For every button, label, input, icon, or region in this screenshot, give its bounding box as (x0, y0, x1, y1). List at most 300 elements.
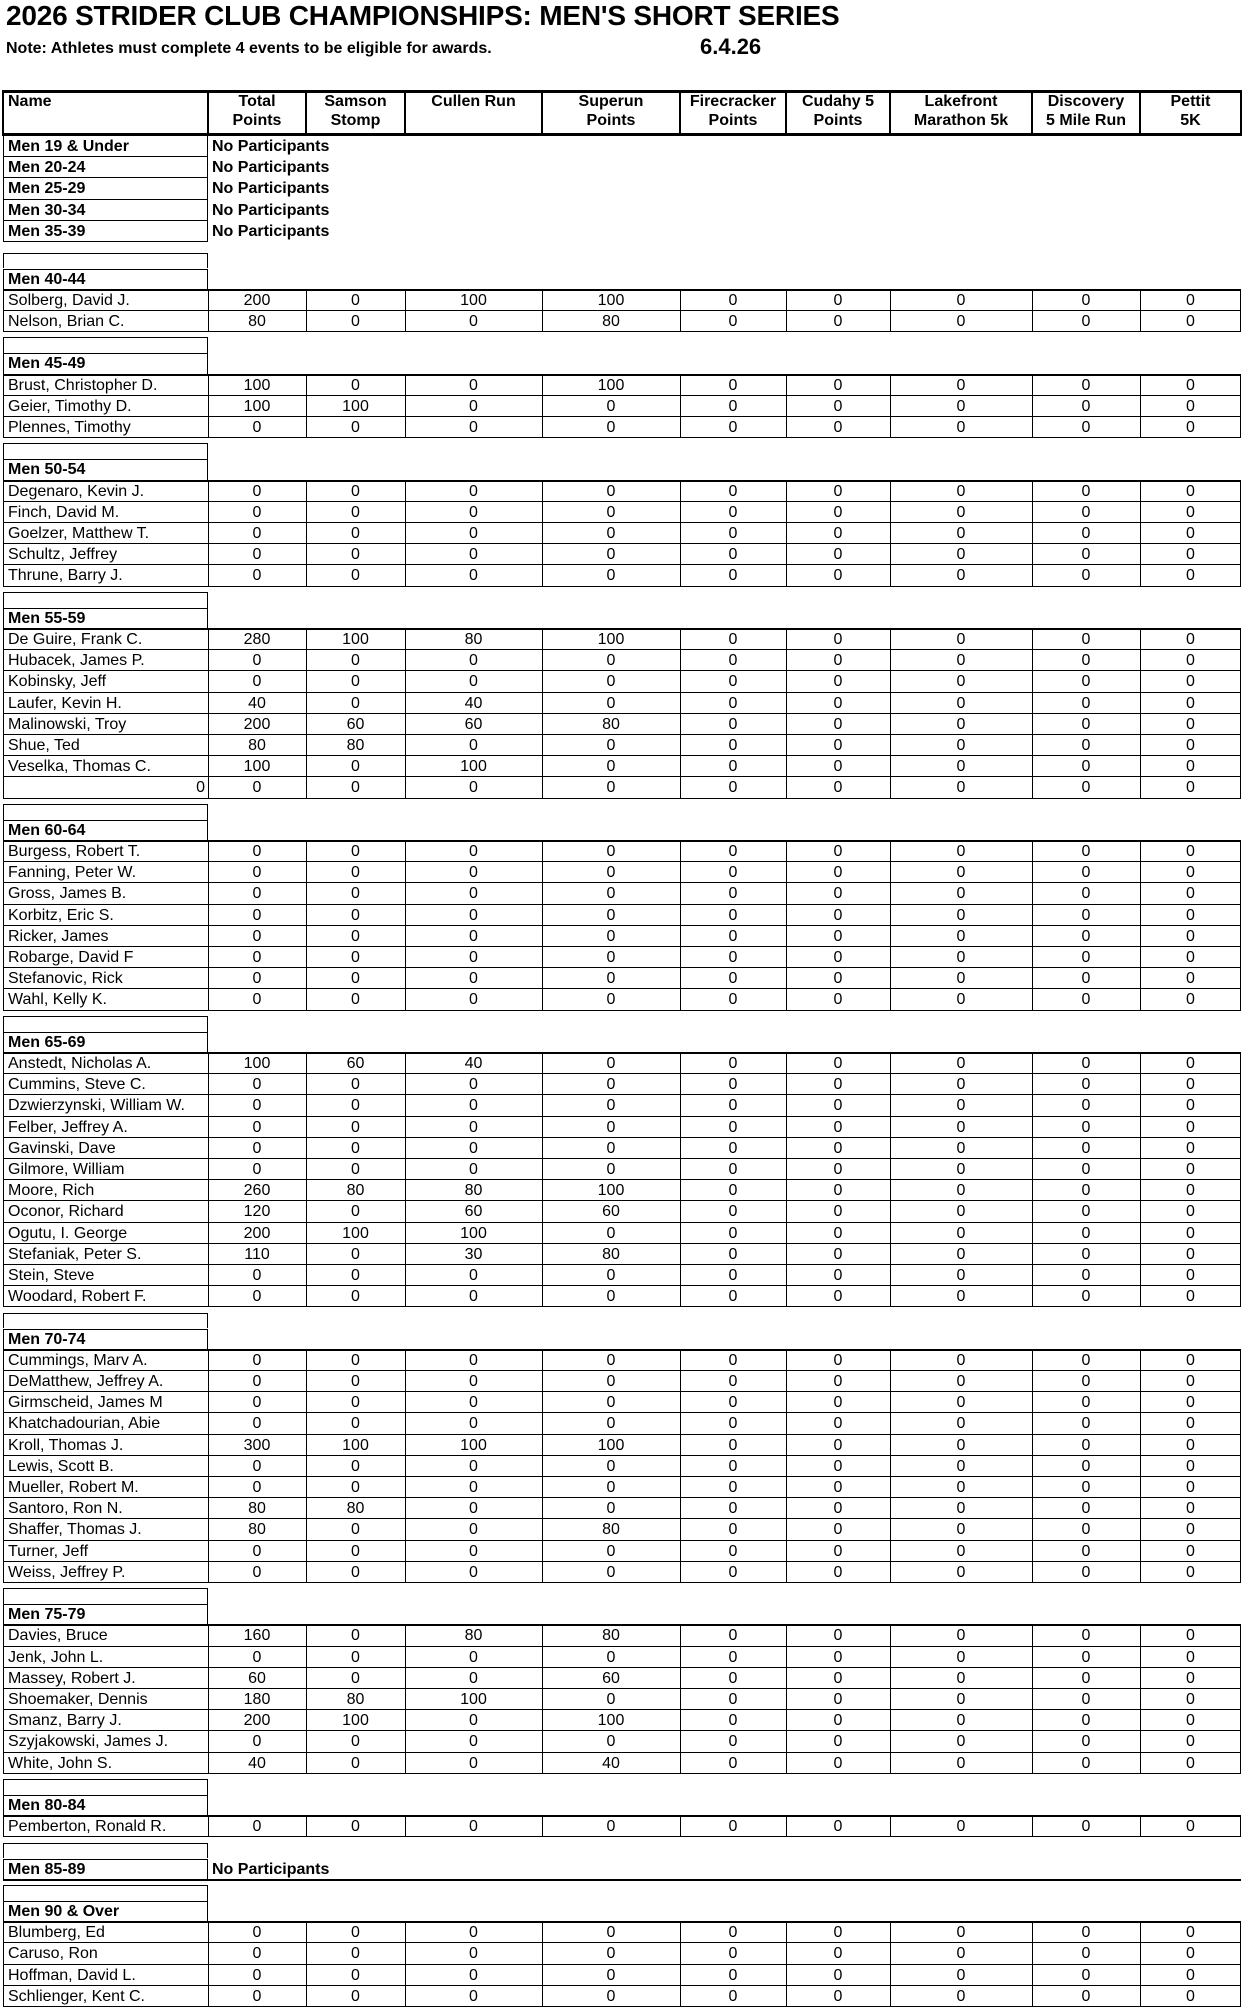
event-points-cell: 0 (1186, 546, 1195, 564)
event-points-cell: 0 (833, 1160, 843, 1178)
column-rule (680, 841, 681, 1011)
total-points-cell: 0 (252, 1563, 262, 1581)
event-points-cell: 0 (1081, 864, 1091, 882)
report-date: 6.4.26 (700, 34, 762, 59)
athlete-name: Stefaniak, Peter S. (8, 1245, 142, 1263)
event-points-cell: 0 (606, 673, 616, 691)
event-points-cell: 0 (351, 1097, 360, 1115)
event-points-cell: 0 (606, 1966, 616, 1984)
event-points-cell: 0 (833, 779, 843, 797)
event-points-cell: 0 (1186, 1966, 1195, 1984)
row-rule (3, 353, 4, 374)
event-points-cell: 0 (728, 1054, 738, 1072)
event-points-cell: 100 (597, 1712, 625, 1730)
event-points-cell: 0 (606, 1097, 616, 1115)
event-points-cell: 0 (728, 885, 738, 903)
column-rule (3, 481, 4, 587)
event-points-cell: 0 (833, 1266, 843, 1284)
event-points-cell: 0 (956, 1436, 966, 1454)
column-rule (306, 1053, 307, 1307)
event-points-cell: 0 (1186, 1818, 1195, 1836)
total-points-cell: 120 (243, 1203, 271, 1221)
column-rule (786, 290, 787, 332)
event-points-cell: 0 (833, 524, 843, 542)
column-rule (1140, 481, 1141, 587)
event-points-cell: 0 (833, 1457, 843, 1475)
event-points-cell: 0 (833, 1288, 843, 1306)
athlete-name: Jenk, John L. (8, 1648, 104, 1666)
event-points-cell: 0 (833, 1945, 843, 1963)
event-points-cell: 0 (351, 1139, 360, 1157)
athlete-name: Cummings, Marv A. (8, 1351, 148, 1369)
row-rule (3, 1561, 1241, 1562)
event-points-cell: 0 (469, 1945, 478, 1963)
column-rule (680, 1625, 681, 1773)
column-rule (1032, 290, 1033, 332)
event-points-cell: 0 (1081, 291, 1091, 309)
event-points-cell: 0 (1186, 1457, 1195, 1475)
row-rule (207, 200, 208, 221)
row-rule (3, 1985, 1241, 1986)
event-points-cell: 0 (833, 567, 843, 585)
page-title: 2026 STRIDER CLUB CHAMPIONSHIPS: MEN'S SHORT SERIES (6, 0, 840, 31)
row-rule (3, 1518, 1241, 1519)
event-points-cell: 0 (606, 864, 616, 882)
event-points-cell: 0 (1186, 694, 1195, 712)
event-points-cell: 0 (469, 1521, 478, 1539)
event-points-cell: 0 (606, 652, 616, 670)
event-points-cell: 0 (606, 842, 616, 860)
event-points-cell: 0 (469, 906, 478, 924)
event-points-cell: 0 (956, 715, 966, 733)
row-rule (207, 820, 208, 841)
eligibility-note: Note: Athletes must complete 4 events to be eligible for awards. (6, 40, 492, 57)
total-points-cell: 0 (252, 991, 262, 1009)
column-rule (208, 841, 209, 1011)
event-points-cell: 0 (606, 1818, 616, 1836)
column-rule (786, 481, 787, 587)
event-points-cell: 0 (833, 1521, 843, 1539)
event-points-cell: 60 (602, 1669, 620, 1687)
event-points-cell: 0 (833, 1394, 843, 1412)
column-rule (3, 290, 4, 332)
event-points-cell: 0 (956, 1372, 966, 1390)
row-rule (207, 178, 208, 199)
row-rule (3, 820, 4, 841)
column-header-line1: Cullen Run (431, 93, 516, 110)
event-points-cell: 0 (1081, 1054, 1091, 1072)
total-points-cell: 0 (252, 927, 262, 945)
event-points-cell: 0 (1081, 1097, 1091, 1115)
event-points-cell: 0 (1081, 1436, 1091, 1454)
athlete-name: Shoemaker, Dennis (8, 1690, 148, 1708)
event-points-cell: 0 (1081, 1118, 1091, 1136)
event-points-cell: 0 (1081, 546, 1091, 564)
total-points-cell: 0 (252, 1818, 262, 1836)
event-points-cell: 100 (342, 1224, 369, 1242)
event-points-cell: 0 (606, 1415, 616, 1433)
event-points-cell: 0 (1186, 991, 1195, 1009)
column-header-line2: Points (232, 112, 282, 129)
column-rule (680, 1350, 681, 1583)
total-points-cell: 80 (248, 1500, 266, 1518)
event-points-cell: 0 (351, 1966, 360, 1984)
event-points-cell: 0 (351, 1351, 360, 1369)
event-points-cell: 0 (351, 885, 360, 903)
event-points-cell: 0 (351, 694, 360, 712)
event-points-cell: 0 (1186, 1478, 1195, 1496)
athlete-name: Finch, David M. (8, 503, 120, 521)
row-rule (3, 1243, 1241, 1244)
event-points-cell: 0 (1186, 1054, 1195, 1072)
event-points-cell: 0 (956, 1712, 966, 1730)
event-points-cell: 0 (1186, 1754, 1195, 1772)
event-points-cell: 0 (606, 991, 616, 1009)
column-rule (680, 290, 681, 332)
row-rule (207, 337, 208, 353)
event-points-cell: 0 (728, 1245, 738, 1263)
row-rule (3, 1942, 1241, 1943)
athlete-name: Degenaro, Kevin J. (8, 482, 145, 500)
event-points-cell: 0 (469, 1966, 478, 1984)
event-points-cell: 0 (351, 1118, 360, 1136)
column-header-line1: Samson (324, 93, 387, 110)
age-group-label: Men 19 & Under (8, 138, 129, 155)
event-points-cell: 0 (1186, 1500, 1195, 1518)
column-rule (1032, 841, 1033, 1011)
event-points-cell: 0 (351, 864, 360, 882)
total-points-cell: 0 (252, 546, 262, 564)
event-points-cell: 0 (1186, 1648, 1195, 1666)
column-header-line2: Stomp (330, 112, 381, 129)
event-points-cell: 0 (833, 715, 843, 733)
event-points-cell: 0 (1081, 1245, 1091, 1263)
event-points-cell: 0 (1186, 1394, 1195, 1412)
event-points-cell: 0 (469, 1500, 478, 1518)
event-points-cell: 0 (1081, 567, 1091, 585)
athlete-name: 0 (196, 779, 205, 797)
event-points-cell: 0 (956, 1627, 966, 1645)
event-points-cell: 0 (1081, 758, 1091, 776)
column-rule (208, 1625, 209, 1773)
event-points-cell: 0 (351, 524, 360, 542)
row-rule (207, 157, 208, 178)
event-points-cell: 0 (351, 1754, 360, 1772)
event-points-cell: 0 (833, 1987, 843, 2005)
event-points-cell: 0 (956, 1690, 966, 1708)
age-group-label: Men 45-49 (8, 355, 86, 373)
row-rule (3, 1200, 1241, 1201)
column-rule (680, 629, 681, 799)
event-points-cell: 0 (728, 1097, 738, 1115)
age-group-label: Men 55-59 (8, 609, 86, 627)
age-group-label: Men 75-79 (8, 1606, 86, 1624)
event-points-cell: 0 (956, 1139, 966, 1157)
total-points-cell: 80 (248, 312, 266, 330)
column-rule (542, 841, 543, 1011)
athlete-name: Shue, Ted (8, 736, 80, 754)
row-rule (3, 200, 4, 221)
event-points-cell: 0 (1186, 1076, 1195, 1094)
event-points-cell: 0 (728, 482, 738, 500)
event-points-cell: 0 (956, 1457, 966, 1475)
total-points-cell: 0 (252, 1266, 262, 1284)
column-rule (306, 290, 307, 332)
event-points-cell: 0 (1081, 1966, 1091, 1984)
row-rule (3, 221, 4, 242)
age-group-label: Men 20-24 (8, 159, 86, 177)
athlete-name: Korbitz, Eric S. (8, 906, 114, 924)
athlete-name: Smanz, Barry J. (8, 1712, 122, 1730)
event-points-cell: 0 (351, 1563, 360, 1581)
event-points-cell: 80 (346, 1690, 365, 1708)
row-rule (3, 416, 1241, 417)
row-rule (3, 1540, 1241, 1541)
event-points-cell: 0 (1081, 1754, 1091, 1772)
event-points-cell: 0 (1186, 1436, 1195, 1454)
event-points-cell: 0 (833, 1542, 843, 1560)
athlete-name: Turner, Jeff (8, 1542, 89, 1560)
row-rule (207, 608, 208, 629)
event-points-cell: 0 (833, 906, 843, 924)
event-points-cell: 0 (833, 291, 843, 309)
event-points-cell: 0 (956, 1076, 966, 1094)
total-points-cell: 0 (252, 524, 262, 542)
event-points-cell: 0 (956, 1500, 966, 1518)
event-points-cell: 0 (728, 715, 738, 733)
total-points-cell: 0 (252, 1372, 262, 1390)
event-points-cell: 0 (728, 1478, 738, 1496)
event-points-cell: 0 (1081, 1372, 1091, 1390)
event-points-cell: 40 (464, 1054, 483, 1072)
event-points-cell: 0 (728, 1987, 738, 2005)
no-participants-label: No Participants (212, 180, 330, 198)
event-points-cell: 0 (469, 482, 478, 500)
event-points-cell: 0 (1081, 927, 1091, 945)
event-points-cell: 0 (1081, 1690, 1091, 1708)
event-points-cell: 0 (833, 312, 843, 330)
row-rule (3, 1016, 208, 1017)
event-points-cell: 0 (1081, 312, 1091, 330)
event-points-cell: 0 (728, 1733, 738, 1751)
row-rule (3, 241, 208, 242)
event-points-cell: 0 (728, 694, 738, 712)
column-rule (680, 481, 681, 587)
event-points-cell: 0 (956, 1245, 966, 1263)
no-participants-label: No Participants (212, 159, 330, 177)
event-points-cell: 0 (728, 1563, 738, 1581)
event-points-cell: 0 (728, 1436, 738, 1454)
event-points-cell: 0 (1186, 1945, 1195, 1963)
event-points-cell: 0 (469, 652, 478, 670)
event-points-cell: 0 (833, 1648, 843, 1666)
event-points-cell: 0 (1186, 906, 1195, 924)
athlete-name: Hubacek, James P. (8, 652, 145, 670)
event-points-cell: 0 (833, 694, 843, 712)
event-points-cell: 0 (833, 842, 843, 860)
event-points-cell: 0 (606, 1924, 616, 1942)
event-points-cell: 0 (1186, 1415, 1195, 1433)
athlete-name: Robarge, David F (8, 948, 134, 966)
event-points-cell: 0 (956, 885, 966, 903)
total-points-cell: 0 (252, 1542, 262, 1560)
row-rule (3, 220, 208, 221)
event-points-cell: 0 (1081, 1712, 1091, 1730)
athlete-name: Veselka, Thomas C. (8, 758, 151, 776)
athlete-name: Caruso, Ron (8, 1945, 98, 1963)
row-rule (3, 592, 4, 608)
event-points-cell: 0 (1186, 1224, 1195, 1242)
row-rule (3, 1455, 1241, 1456)
column-rule (306, 1350, 307, 1583)
event-points-cell: 0 (1186, 1521, 1195, 1539)
athlete-name: Thrune, Barry J. (8, 567, 123, 585)
column-rule (542, 1053, 543, 1307)
row-rule (3, 1094, 1241, 1095)
event-points-cell: 0 (728, 503, 738, 521)
event-points-cell: 0 (728, 1924, 738, 1942)
event-points-cell: 0 (833, 1351, 843, 1369)
column-rule (1240, 629, 1241, 799)
event-points-cell: 0 (956, 1351, 966, 1369)
column-rule (1140, 290, 1141, 332)
column-rule (208, 1053, 209, 1307)
event-points-cell: 0 (728, 1669, 738, 1687)
row-rule (3, 967, 1241, 968)
column-rule (1140, 841, 1141, 1011)
event-points-cell: 0 (606, 1648, 616, 1666)
row-rule (207, 804, 208, 820)
column-header (405, 92, 542, 132)
event-points-cell: 0 (351, 1627, 360, 1645)
age-group-label: Men 80-84 (8, 1796, 86, 1814)
event-points-cell: 0 (351, 1076, 360, 1094)
total-points-cell: 0 (252, 885, 262, 903)
athlete-name: Dzwierzynski, William W. (8, 1097, 185, 1115)
row-rule (3, 395, 1241, 396)
age-group-label: Men 50-54 (8, 461, 86, 479)
column-rule (1140, 1053, 1141, 1307)
column-rule (1032, 1922, 1033, 2007)
event-points-cell: 100 (342, 1436, 369, 1454)
column-header-line2: Points (708, 112, 758, 129)
event-points-cell: 0 (1081, 630, 1091, 648)
event-points-cell: 0 (1081, 1521, 1091, 1539)
row-rule (3, 522, 1241, 523)
column-rule (890, 1053, 891, 1307)
event-points-cell: 0 (351, 779, 360, 797)
event-points-cell: 0 (1186, 1733, 1195, 1751)
row-rule (3, 1264, 1241, 1265)
event-points-cell: 80 (464, 630, 483, 648)
event-points-cell: 0 (728, 524, 738, 542)
row-rule (3, 1773, 1241, 1774)
athlete-name: Schlienger, Kent C. (8, 1987, 145, 2005)
column-rule (786, 1625, 787, 1773)
event-points-cell: 100 (597, 291, 625, 309)
row-rule (3, 337, 4, 353)
event-points-cell: 0 (728, 1500, 738, 1518)
event-points-cell: 0 (606, 503, 616, 521)
event-points-cell: 0 (956, 694, 966, 712)
event-points-cell: 0 (351, 927, 360, 945)
event-points-cell: 0 (728, 948, 738, 966)
event-points-cell: 0 (833, 1478, 843, 1496)
row-rule (3, 670, 1241, 671)
event-points-cell: 0 (469, 1818, 478, 1836)
event-points-cell: 0 (1186, 1712, 1195, 1730)
event-points-cell: 0 (1081, 1266, 1091, 1284)
event-points-cell: 100 (597, 376, 625, 394)
total-points-cell: 0 (252, 1076, 262, 1094)
row-rule (3, 1667, 1241, 1668)
event-points-cell: 60 (464, 1203, 483, 1221)
event-points-cell: 0 (956, 524, 966, 542)
event-points-cell: 0 (469, 885, 478, 903)
event-points-cell: 0 (1186, 1690, 1195, 1708)
event-points-cell: 0 (956, 673, 966, 691)
event-points-cell: 0 (1186, 291, 1195, 309)
event-points-cell: 0 (1081, 1203, 1091, 1221)
row-rule (3, 776, 1241, 777)
event-points-cell: 0 (728, 1139, 738, 1157)
event-points-cell: 0 (469, 1457, 478, 1475)
event-points-cell: 0 (1081, 991, 1091, 1009)
column-rule (1140, 1922, 1141, 2007)
event-points-cell: 0 (833, 1097, 843, 1115)
event-points-cell: 0 (469, 736, 478, 754)
event-points-cell: 0 (956, 1733, 966, 1751)
column-rule (208, 1816, 209, 1837)
column-header-line2: Points (586, 112, 636, 129)
row-rule (3, 178, 4, 199)
athlete-name: Fanning, Peter W. (8, 864, 137, 882)
event-points-cell: 0 (606, 1733, 616, 1751)
column-rule (306, 375, 307, 439)
event-points-cell: 60 (346, 1054, 365, 1072)
age-group-label: Men 85-89 (8, 1860, 86, 1878)
event-points-cell: 0 (956, 842, 966, 860)
event-points-cell: 100 (460, 1690, 487, 1708)
event-points-cell: 0 (351, 1924, 360, 1942)
total-points-cell: 0 (252, 1415, 262, 1433)
event-points-cell: 0 (606, 1394, 616, 1412)
event-points-cell: 0 (351, 1245, 360, 1263)
row-rule (3, 1313, 4, 1329)
row-rule (3, 755, 1241, 756)
event-points-cell: 0 (728, 630, 738, 648)
row-rule (3, 543, 1241, 544)
column-header-line1: Cudahy 5 (801, 93, 874, 110)
total-points-cell: 0 (252, 1351, 262, 1369)
event-points-cell: 0 (833, 1669, 843, 1687)
event-points-cell: 0 (728, 1690, 738, 1708)
column-rule (542, 290, 543, 332)
column-rule (1140, 629, 1141, 799)
total-points-cell: 0 (252, 842, 262, 860)
event-points-cell: 0 (351, 1987, 360, 2005)
total-points-cell: 0 (252, 1457, 262, 1475)
event-points-cell: 0 (833, 1054, 843, 1072)
event-points-cell: 0 (351, 1415, 360, 1433)
event-points-cell: 0 (1186, 418, 1195, 436)
row-rule (3, 1285, 1241, 1286)
column-rule (3, 629, 4, 799)
row-rule (3, 1879, 1241, 1881)
column-header (786, 92, 890, 132)
athlete-name: Blumberg, Ed (8, 1924, 105, 1942)
column-rule (1032, 1350, 1033, 1583)
